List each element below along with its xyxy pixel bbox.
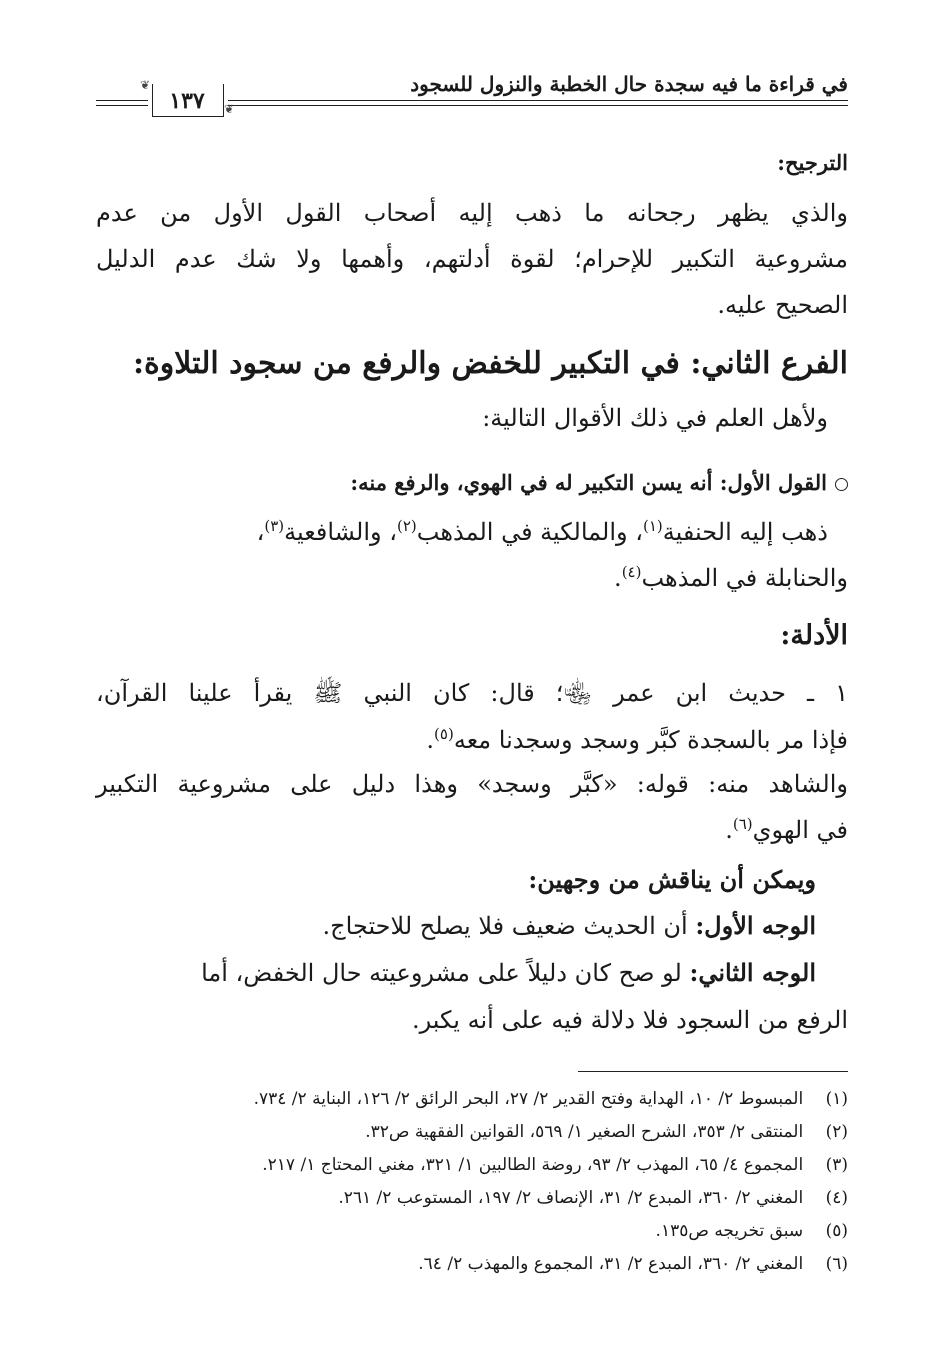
header-rule-left-2: [96, 105, 148, 106]
footnote-number: (٢): [825, 1122, 848, 1142]
text-span: .: [614, 564, 622, 592]
footnote-number: (٥): [825, 1221, 848, 1241]
second-aspect-text: لو صح كان دليلاً على مشروعيته حال الخفض، أما: [201, 959, 690, 987]
footnote-ref-3[interactable]: (٣): [264, 517, 285, 535]
footnote-number: (١): [825, 1089, 848, 1109]
footnote-number: (٤): [825, 1188, 848, 1208]
footnote-number: (٣): [825, 1155, 848, 1175]
second-aspect: [96, 957, 816, 989]
ornament-icon: ❦: [139, 78, 151, 92]
text-span: .: [426, 726, 435, 754]
footnote-ref-4[interactable]: (٤): [621, 563, 642, 581]
text-span: ذهب إليه الحنفية: [662, 518, 828, 546]
text-span: .: [725, 816, 733, 844]
footnote-text: المغني ٢/ ٣٦٠، المبدع ٢/ ٣١، المجموع والمهذب ٢/ ٦٤.: [418, 1254, 804, 1274]
discussion-heading: ويمكن أن يناقش من وجهين:: [528, 865, 816, 894]
circle-bullet-icon: [835, 478, 848, 491]
footnote-text: المنتقى ٢/ ٣٥٣، الشرح الصغير ١/ ٥٦٩، القوانين الفقهية ص٣٢.: [365, 1122, 804, 1142]
evidence-line-2: [426, 724, 848, 756]
text-span: ،: [256, 518, 265, 546]
running-header-title: في قراءة ما فيه سجدة حال الخطبة والنزول للسجود: [410, 72, 848, 96]
footnote-text: المبسوط ٢/ ١٠، الهداية وفتح القدير ٢/ ٢٧، البحر الرائق ٢/ ١٢٦، البناية ٢/ ٧٣٤.: [253, 1089, 804, 1109]
page-number-box: [139, 78, 235, 118]
footnote-text: المجموع ٤/ ٦٥، المهذب ٢/ ٩٣، روضة الطالبين ١/ ٣٢١، مغني المحتاج ١/ ٢١٧.: [262, 1155, 804, 1175]
text-span: والحنابلة في المذهب: [641, 564, 848, 592]
footnote-text: المغني ٢/ ٣٦٠، المبدع ٢/ ٣١، الإنصاف ٢/ ١٩٧، المستوعب ٢/ ٢٦١.: [338, 1188, 804, 1208]
footnote-separator: [578, 1071, 848, 1072]
text-span: في الهوي: [752, 816, 848, 844]
page-number: ١٣٧: [169, 88, 205, 114]
footnote-ref-5[interactable]: (٥): [434, 725, 454, 743]
first-opinion-line-1: [257, 516, 828, 548]
footnote-1: [254, 1086, 848, 1112]
footnote-ref-1[interactable]: (١): [642, 517, 663, 535]
first-aspect: [323, 910, 816, 942]
evidence-heading: الأدلة:: [780, 620, 848, 651]
evidence-line-3: والشاهد منه: قوله: «كبَّر وسجد» وهذا دليل على مشروعية التكبير: [96, 770, 848, 798]
evidence-line-1: ١ ـ حديث ابن عمر ﵄؛ قال: كان النبي ﷺ يقرأ علينا القرآن،: [96, 679, 848, 707]
footnote-ref-2[interactable]: (٢): [396, 517, 417, 535]
text-span: ، والشافعية: [284, 518, 397, 546]
tarjih-heading: الترجيح:: [777, 150, 848, 175]
second-aspect-label: الوجه الثاني:: [689, 958, 816, 987]
footnote-text: سبق تخريجه ص١٣٥.: [655, 1221, 804, 1241]
tarjih-line-3: الصحيح عليه.: [717, 291, 848, 319]
tarjih-line-2: مشروعية التكبير للإحرام؛ لقوة أدلتهم، وأهمها ولا شك عدم الدليل: [96, 245, 848, 273]
second-aspect-line-2: الرفع من السجود فلا دلالة فيه على أنه يكبر.: [411, 1006, 848, 1034]
first-opinion-heading-text: القول الأول: أنه يسن التكبير له في الهوي، والرفع منه:: [350, 470, 827, 495]
footnote-number: (٦): [825, 1254, 848, 1274]
ornament-icon: ❦: [223, 102, 235, 116]
section-heading: الفرع الثاني: في التكبير للخفض والرفع من سجود التلاوة:: [132, 346, 848, 381]
evidence-line-4: [725, 814, 848, 846]
footnote-ref-6[interactable]: (٦): [732, 815, 753, 833]
text-span: فإذا مر بالسجدة كبَّر وسجد وسجدنا معه: [453, 726, 848, 754]
tarjih-line-1: والذي يظهر رجحانه ما ذهب إليه أصحاب القول الأول من عدم: [96, 199, 848, 227]
footnote-6: [418, 1251, 848, 1277]
footnote-5: [656, 1218, 848, 1244]
section-intro: ولأهل العلم في ذلك الأقوال التالية:: [482, 404, 828, 432]
first-aspect-text: أن الحديث ضعيف فلا يصلح للاحتجاج.: [322, 912, 696, 940]
text-span: ، والمالكية في المذهب: [416, 518, 643, 546]
header-rule-right: [228, 100, 848, 101]
footnote-3: [262, 1152, 848, 1178]
first-aspect-label: الوجه الأول:: [695, 911, 816, 940]
first-opinion-heading: [350, 467, 848, 499]
footnote-2: [365, 1119, 848, 1145]
first-opinion-line-2: [614, 562, 848, 594]
header-rule-left: [96, 100, 148, 101]
footnote-4: [338, 1185, 848, 1211]
header-rule-right-2: [228, 105, 848, 106]
